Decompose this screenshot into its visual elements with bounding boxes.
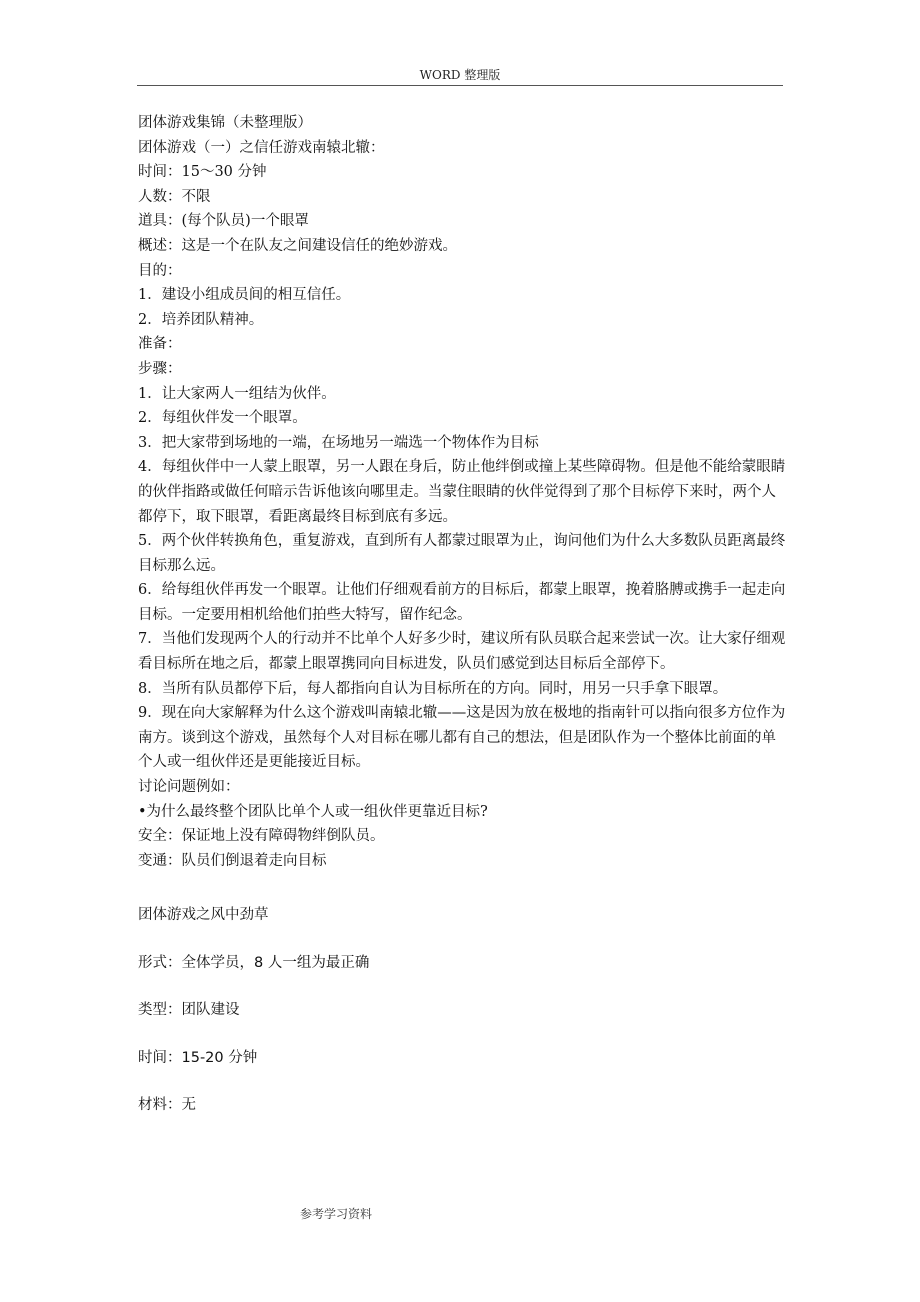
- purpose-label: 目的：: [138, 262, 182, 279]
- game1-time: 时间：15～30 分钟: [138, 164, 267, 181]
- safety-note: 安全：保证地上没有障碍物绊倒队员。: [138, 828, 385, 845]
- step-item: 6．给每组伙伴再发一个眼罩。让他们仔细观看前方的目标后，都蒙上眼罩，挽着胳膊或携手一起走向目标。一定要用相机给他们拍些大特写，留作纪念。: [138, 582, 786, 623]
- game2-time: 时间：15-20 分钟: [138, 1049, 258, 1066]
- discussion-label: 讨论问题例如：: [138, 779, 240, 796]
- game2-form: 形式：全体学员，8 人一组为最正确: [138, 954, 370, 971]
- prep-label: 准备：: [138, 336, 182, 353]
- purpose-item: 2．培养团队精神。: [138, 311, 264, 328]
- step-item: 1．让大家两人一组结为伙伴。: [138, 385, 336, 402]
- steps-label: 步骤：: [138, 360, 182, 377]
- document-title: 团体游戏集锦（未整理版）: [138, 115, 312, 131]
- game2-type: 类型：团队建设: [138, 1002, 240, 1018]
- step-item: 5．两个伙伴转换角色，重复游戏，直到所有人都蒙过眼罩为止，询问他们为什么大多数队员距离最终目标那么远。: [138, 533, 786, 574]
- game1-props: 道具：(每个队员)一个眼罩: [138, 213, 309, 230]
- variation-note: 变通：队员们倒退着走向目标: [138, 852, 327, 869]
- step-item: 3．把大家带到场地的一端，在场地另一端选一个物体作为目标: [138, 434, 539, 451]
- game2-section: [138, 903, 786, 1141]
- step-item: 2．每组伙伴发一个眼罩。: [138, 410, 307, 427]
- game1-people: 人数：不限: [138, 188, 211, 205]
- step-item: 8．当所有队员都停下后，每人都指向自认为目标所在的方向。同时，用另一只手拿下眼罩。: [138, 680, 728, 697]
- purpose-item: 1．建设小组成员间的相互信任。: [138, 287, 351, 304]
- step-item: 7．当他们发现两个人的行动并不比单个人好多少时，建议所有队员联合起来尝试一次。让大家仔细观看目标所在地之后，都蒙上眼罩携同向目标进发，队员们感觉到达目标后全部停下。: [138, 631, 786, 673]
- discussion-item: •为什么最终整个团队比单个人或一组伙伴更靠近目标?: [138, 803, 488, 820]
- game2-heading: 团体游戏之风中劲草: [138, 907, 269, 923]
- game2-materials: 材料：无: [138, 1097, 196, 1113]
- page-header: WORD 整理版: [419, 68, 501, 82]
- game1-heading: 团体游戏（一）之信任游戏南辕北辙：: [138, 139, 385, 156]
- header-divider: [137, 85, 783, 86]
- document-body: [138, 111, 786, 873]
- game1-overview: 概述：这是一个在队友之间建设信任的绝妙游戏。: [138, 237, 457, 254]
- page-footer: 参考学习资料: [300, 1207, 373, 1221]
- step-item: 4．每组伙伴中一人蒙上眼罩，另一人跟在身后，防止他绊倒或撞上某些障碍物。但是他不能给蒙眼睛的伙伴指路或做任何暗示告诉他该向哪里走。当蒙住眼睛的伙伴觉得到了那个目标停下来时，两个人都停下，取下眼罩，看距离最终目标到底有多远。: [138, 459, 786, 525]
- step-item: 9．现在向大家解释为什么这个游戏叫南辕北辙——这是因为放在极地的指南针可以指向很多方位作为南方。谈到这个游戏，虽然每个人对目标在哪儿都有自己的想法，但是团队作为一个整体比前面的单个人或一组伙伴还是更能接近目标。: [138, 705, 786, 771]
